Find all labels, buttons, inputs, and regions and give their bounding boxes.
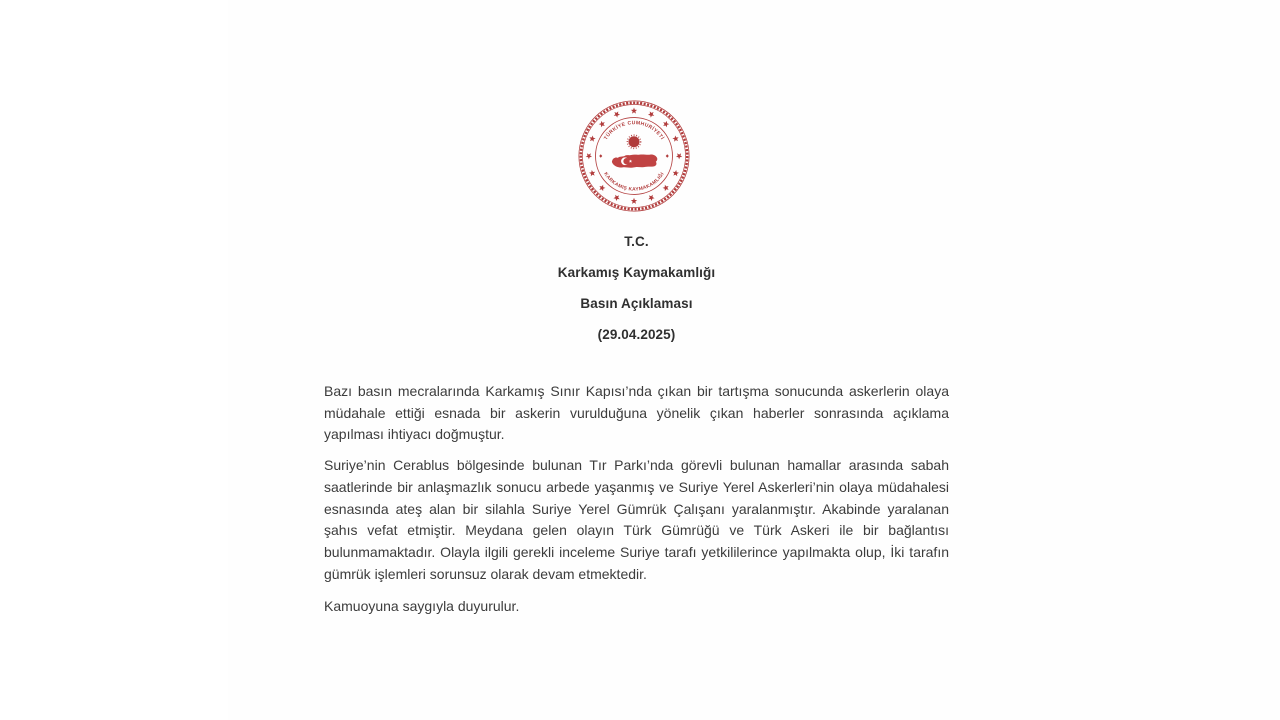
seal-top-arc-text: TÜRKİYE CUMHURİYETİ <box>603 120 665 142</box>
document-headings <box>324 226 949 350</box>
seal-sun-emblem <box>627 135 640 148</box>
heading-office: Karkamış Kaymakamlığı <box>557 265 716 280</box>
document-body <box>324 381 949 627</box>
heading-title: Basın Açıklaması <box>580 296 693 311</box>
government-seal <box>577 99 691 213</box>
heading-date: (29.04.2025) <box>597 327 676 342</box>
closing-line: Kamuoyuna saygıyla duyurulur. <box>324 598 520 615</box>
heading-tc: T.C. <box>624 234 649 249</box>
seal-turkey-map <box>612 154 657 167</box>
paragraph-2: Suriye’nin Cerablus bölgesinde bulunan Tır Parkı’nda görevli bulunan hamallar arasında sabah saatlerinde bir anlaşmazlık sonucu arbede yaşanmış ve Suriye Yerel Askerleri’nin olaya müdahalesi esnasında ateş alan bir silahla Suriye Yerel Gümrük Çalışanı yaralanmıştır. Akabinde yaralanan şahıs vefat etmiştir. Meydana gelen olayın Türk Gümrüğü ve Türk Askeri ile bir bağlantısı bulunmamaktadır. Olayla ilgili gerekli inceleme Suriye tarafı yetkililerince yapılmakta olup, İki tarafın gümrük işlemleri sorunsuz olarak devam etmektedir. <box>324 457 949 582</box>
tc-kaymakamlik-seal-icon <box>577 99 691 213</box>
paragraph-1: Bazı basın mecralarında Karkamış Sınır Kapısı’nda çıkan bir tartışma sonucunda askerlerin olaya müdahale ettiği esnada bir askerin vurulduğuna yönelik çıkan haberler sonrasında açıklama yapılması ihtiyacı doğmuştur. <box>324 383 949 443</box>
document-page <box>228 0 1280 720</box>
svg-text:KARKAMIŞ KAYMAKAMLIĞI <box>602 171 665 193</box>
seal-bottom-arc-text: KARKAMIŞ KAYMAKAMLIĞI <box>602 171 666 193</box>
